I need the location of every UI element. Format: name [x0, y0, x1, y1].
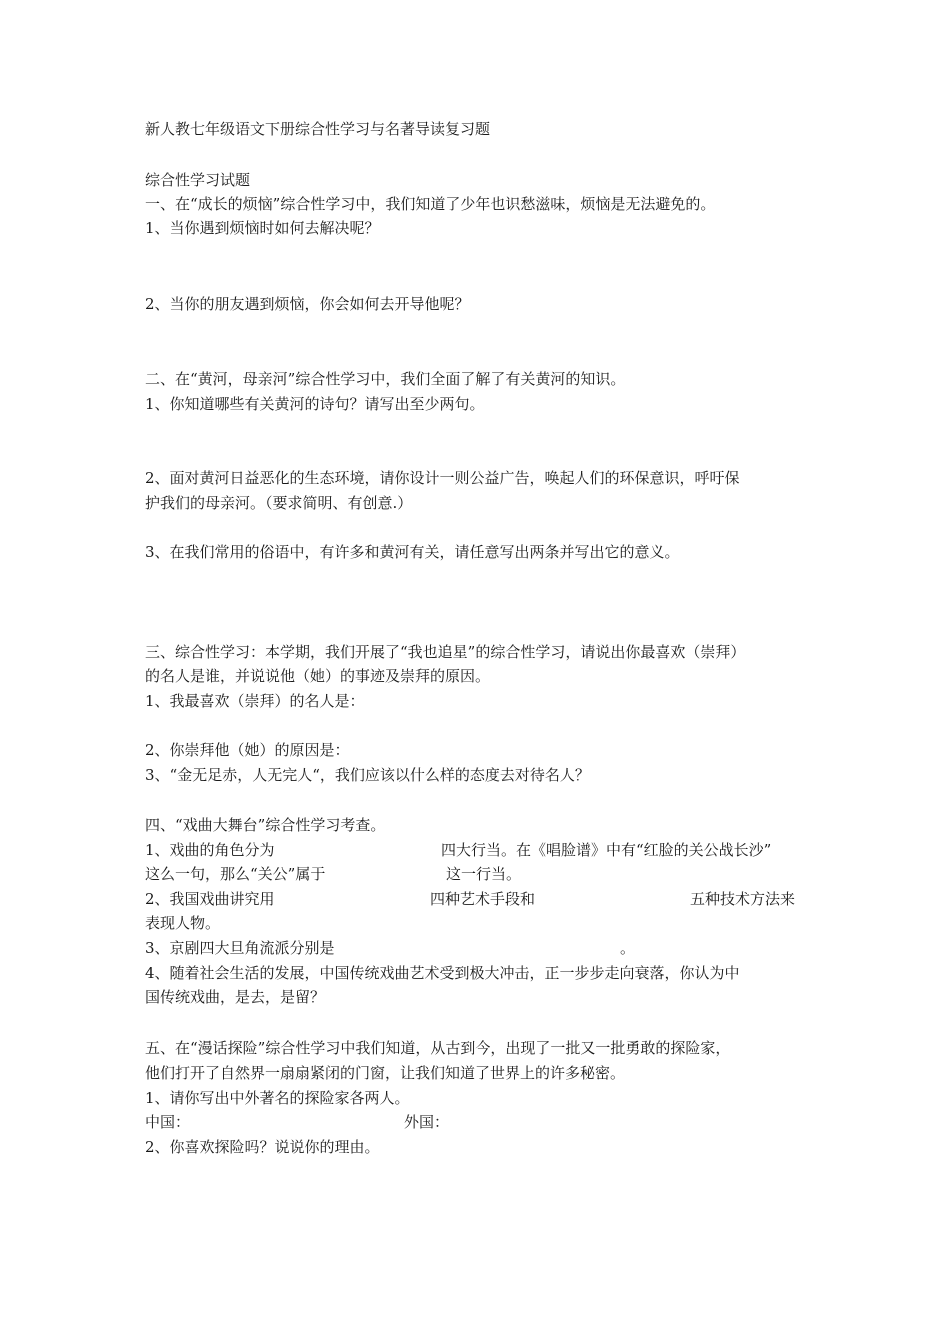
- section-4-question-3-part-b: 。: [620, 939, 636, 957]
- section-3-intro-line-1: 三、综合性学习：本学期，我们开展了“我也追星”的综合性学习，请说出你最喜欢（崇拜）: [145, 643, 746, 661]
- section-5-intro-line-1: 五、在“漫话探险”综合性学习中我们知道，从古到今，出现了一批又一批勇敢的探险家，: [145, 1039, 731, 1057]
- section-4-question-1-part-d: 这一行当。: [446, 865, 522, 883]
- section-2-question-3: 3、在我们常用的俗语中，有许多和黄河有关，请任意写出两条并写出它的意义。: [145, 543, 680, 561]
- section-5-intro-line-2: 他们打开了自然界一扇扇紧闭的门窗，让我们知道了世界上的许多秘密。: [145, 1064, 626, 1082]
- section-2-question-2-line-1: 2、面对黄河日益恶化的生态环境，请你设计一则公益广告，唤起人们的环保意识，呼吁保: [145, 469, 740, 487]
- section-5-question-1: 1、请你写出中外著名的探险家各两人。: [145, 1089, 410, 1107]
- section-3-question-3: 3、“金无足赤，人无完人“，我们应该以什么样的态度去对待名人？: [145, 766, 590, 784]
- section-2-intro: 二、在“黄河，母亲河”综合性学习中，我们全面了解了有关黄河的知识。: [145, 370, 626, 388]
- section-4-question-3-part-a: 3、京剧四大旦角流派分别是: [145, 939, 335, 957]
- section-1-question-1: 1、当你遇到烦恼时如何去解决呢？: [145, 219, 380, 237]
- section-3-question-1: 1、我最喜欢（崇拜）的名人是：: [145, 692, 365, 710]
- section-4-question-2-part-c: 五种技术方法来: [690, 890, 796, 908]
- section-4-question-4-line-2: 国传统戏曲，是去，是留？: [145, 988, 326, 1006]
- document-title: 新人教七年级语文下册综合性学习与名著导读复习题: [145, 120, 491, 138]
- section-4-question-2-part-d: 表现人物。: [145, 914, 221, 932]
- section-2-question-1: 1、你知道哪些有关黄河的诗句？请写出至少两句。: [145, 395, 485, 413]
- section-5-question-2: 2、你喜欢探险吗？说说你的理由。: [145, 1138, 380, 1156]
- section-4-question-1-part-c: 这么一句，那么“关公”属于: [145, 865, 326, 883]
- section-1-intro: 一、在“成长的烦恼”综合性学习中，我们知道了少年也识愁滋味，烦恼是无法避免的。: [145, 195, 716, 213]
- section-4-question-4-line-1: 4、随着社会生活的发展，中国传统戏曲艺术受到极大冲击，正一步步走向衰落，你认为中: [145, 964, 740, 982]
- section-3-question-2: 2、你崇拜他（她）的原因是：: [145, 741, 350, 759]
- section-4-question-2-part-a: 2、我国戏曲讲究用: [145, 890, 275, 908]
- section-heading: 综合性学习试题: [145, 171, 251, 189]
- section-4-intro: 四、“戏曲大舞台”综合性学习考查。: [145, 816, 386, 834]
- section-4-question-2-part-b: 四种艺术手段和: [430, 890, 536, 908]
- section-2-question-2-line-2: 护我们的母亲河。（要求简明、有创意.）: [145, 494, 413, 512]
- section-4-question-1-part-a: 1、戏曲的角色分为: [145, 841, 275, 859]
- section-3-intro-line-2: 的名人是谁，并说说他（她）的事迹及崇拜的原因。: [145, 667, 491, 685]
- foreign-label: 外国：: [404, 1113, 450, 1131]
- section-4-question-1-part-b: 四大行当。在《唱脸谱》中有“红脸的关公战长沙”: [441, 841, 772, 859]
- section-1-question-2: 2、当你的朋友遇到烦恼，你会如何去开导他呢？: [145, 295, 470, 313]
- china-label: 中国：: [145, 1113, 191, 1131]
